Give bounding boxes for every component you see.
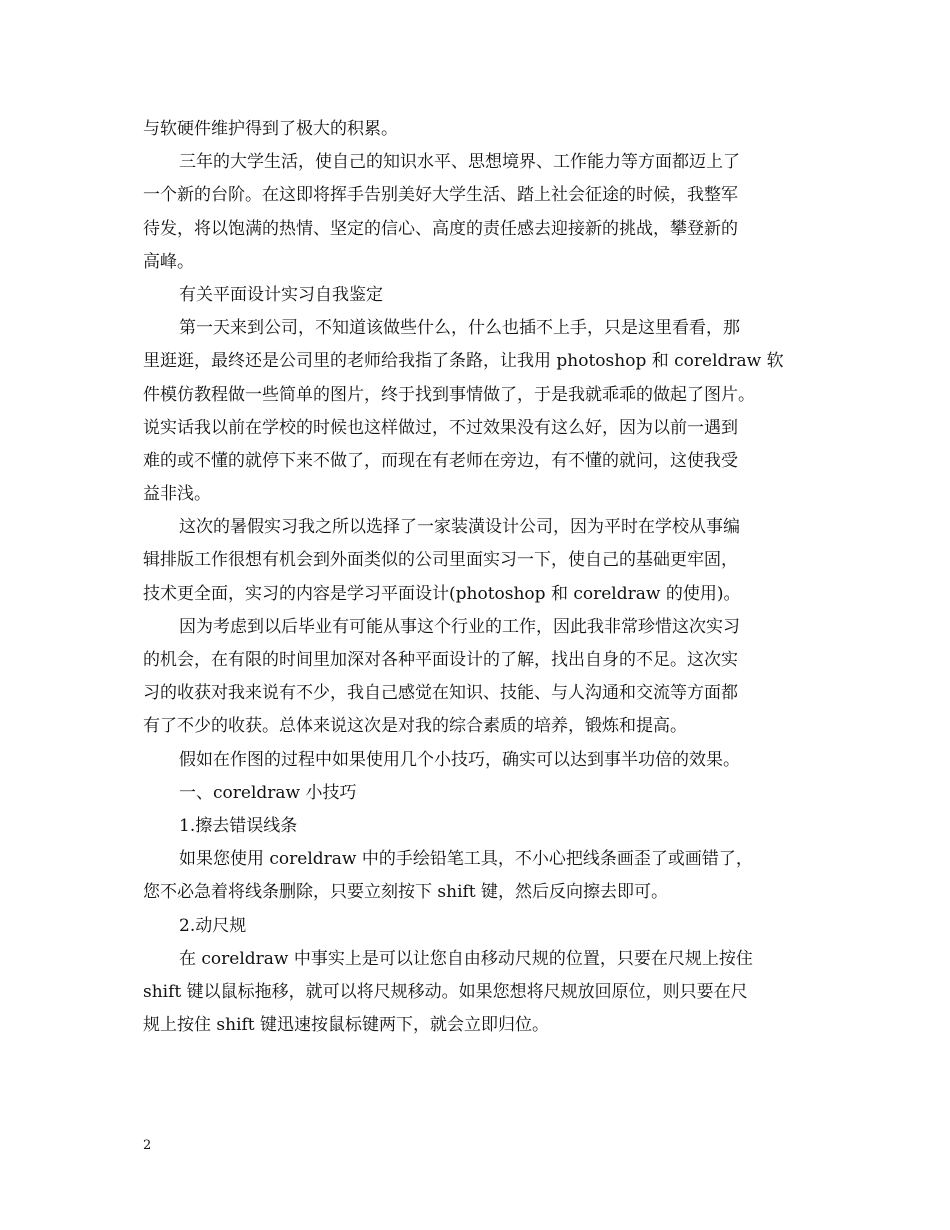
text-line: 与软硬件维护得到了极大的积累。: [143, 119, 398, 139]
text-line: 益非浅。: [143, 484, 211, 505]
document-body: [143, 113, 813, 1042]
text-line: 辑排版工作很想有机会到外面类似的公司里面实习一下，使自己的基础更牢固，: [143, 550, 738, 571]
text-line: 高峰。: [143, 251, 194, 272]
text-line: 假如在作图的过程中如果使用几个小技巧，确实可以达到事半功倍的效果。: [179, 749, 740, 770]
text-line: 在 coreldraw 中事实上是可以让您自由移动尺规的位置，只要在尺规上按住: [179, 948, 753, 969]
text-line: 待发，将以饱满的热情、坚定的信心、高度的责任感去迎接新的挑战，攀登新的: [143, 218, 738, 239]
text-line: 里逛逛，最终还是公司里的老师给我指了条路，让我用 photoshop 和 coreldraw 软: [143, 351, 784, 372]
text-line: 这次的暑假实习我之所以选择了一家装潢设计公司，因为平时在学校从事编: [179, 517, 740, 538]
text-line: 件模仿教程做一些简单的图片，终于找到事情做了，于是我就乖乖的做起了图片。: [143, 384, 755, 405]
text-line: 三年的大学生活，使自己的知识水平、思想境界、工作能力等方面都迈上了: [179, 152, 740, 173]
subsection-heading: 2.动尺规: [179, 915, 247, 936]
text-line: 说实话我以前在学校的时候也这样做过，不过效果没有这么好，因为以前一遇到: [143, 417, 738, 438]
section-heading: 有关平面设计实习自我鉴定: [179, 284, 383, 305]
page-number: 2: [143, 1138, 152, 1153]
text-line: 如果您使用 coreldraw 中的手绘铅笔工具，不小心把线条画歪了或画错了，: [179, 849, 753, 870]
section-heading: 一、coreldraw 小技巧: [179, 782, 357, 803]
text-line: shift 键以鼠标拖移，就可以将尺规移动。如果您想将尺规放回原位，则只要在尺: [143, 981, 748, 1002]
subsection-heading: 1.擦去错误线条: [179, 815, 298, 836]
text-line: 一个新的台阶。在这即将挥手告别美好大学生活、踏上社会征途的时候，我整军: [143, 185, 738, 206]
text-line: 规上按住 shift 键迅速按鼠标键两下，就会立即归位。: [143, 1015, 550, 1036]
text-line: 的机会，在有限的时间里加深对各种平面设计的了解，找出自身的不足。这次实: [143, 650, 738, 670]
text-line: 有了不少的收获。总体来说这次是对我的综合素质的培养，锻炼和提高。: [143, 716, 687, 737]
text-line: 因为考虑到以后毕业有可能从事这个行业的工作，因此我非常珍惜这次实习: [179, 616, 740, 637]
text-line: 难的或不懂的就停下来不做了，而现在有老师在旁边，有不懂的就问，这使我受: [143, 450, 738, 471]
text-line: 第一天来到公司，不知道该做些什么，什么也插不上手，只是这里看看，那: [179, 318, 740, 339]
text-line: 习的收获对我来说有不少，我自己感觉在知识、技能、与人沟通和交流等方面都: [143, 683, 738, 704]
text-line: 您不必急着将线条删除，只要立刻按下 shift 键，然后反向擦去即可。: [143, 882, 669, 903]
text-line: 技术更全面，实习的内容是学习平面设计(photoshop 和 coreldraw 的使用)。: [143, 583, 741, 604]
